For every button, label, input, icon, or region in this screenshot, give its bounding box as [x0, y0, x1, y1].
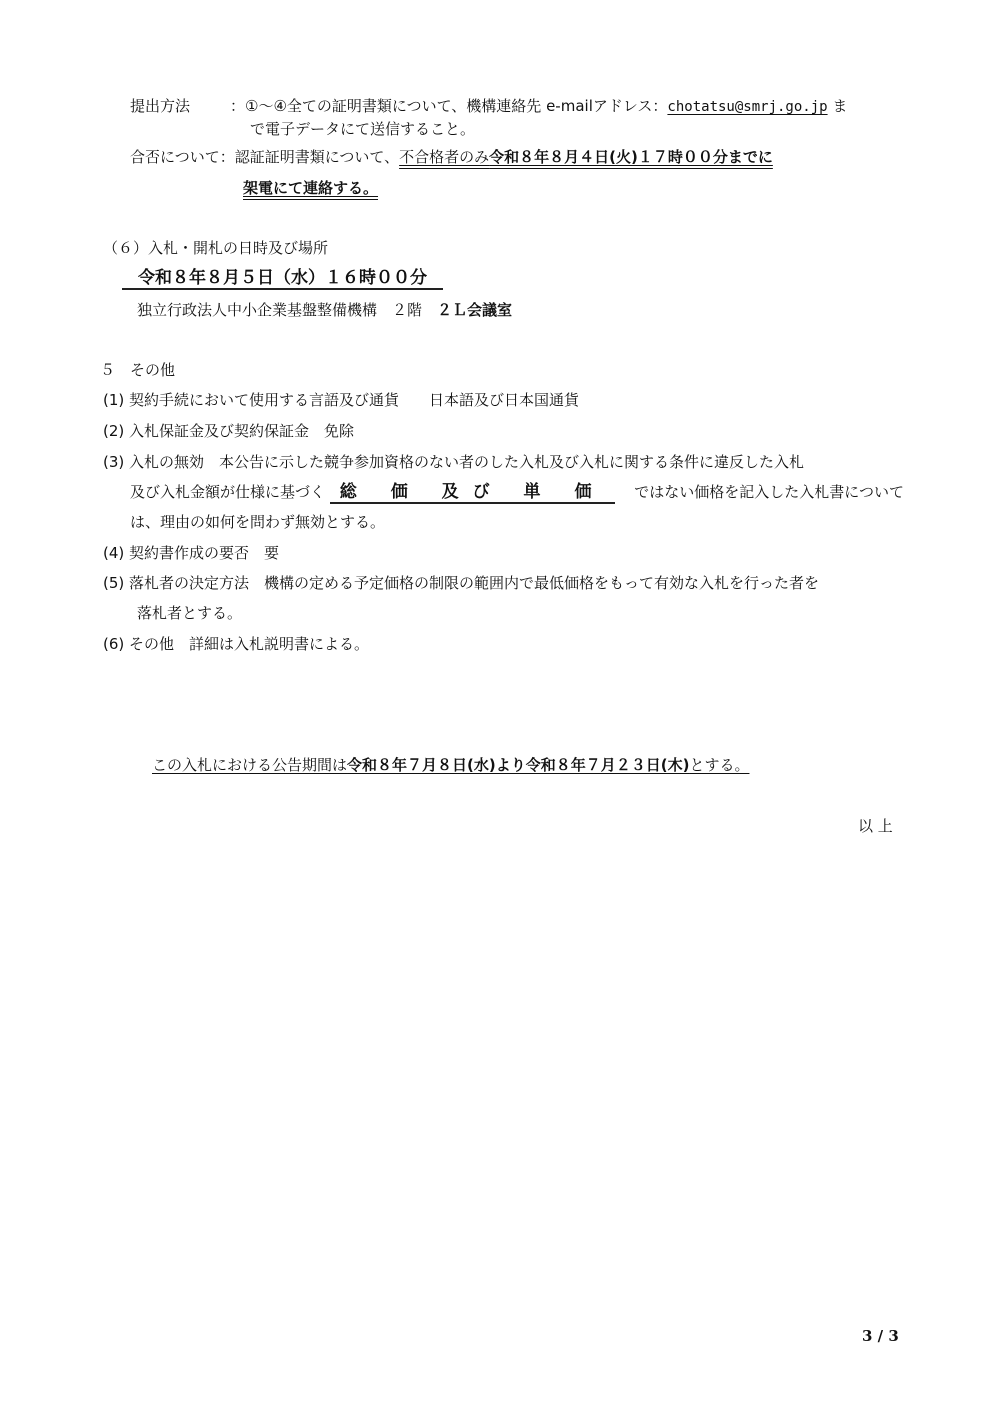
- notice-period: [152, 755, 749, 775]
- other-item-3-pre: 及び入札金額が仕様に基づく: [130, 483, 326, 501]
- notice-period-post: とする。: [689, 756, 750, 774]
- other-item-6: (6) その他 詳細は入札説明書による。: [103, 635, 370, 653]
- other-item-3-line1: (3) 入札の無効 本公告に示した競争参加資格のない者のした入札及び入札に関する条件に違反した入札: [103, 453, 805, 471]
- other-item-5-line2: 落札者とする。: [137, 604, 243, 622]
- submission-line2: で電子データにて送信すること。: [250, 120, 476, 138]
- result-deadline: 令和８年８月４日(火)１７時００分までに: [489, 148, 773, 166]
- other-item-4: (4) 契約書作成の要否 要: [103, 544, 280, 562]
- result-colon: ：: [219, 148, 235, 166]
- notice-period-pre: この入札における公告期間は: [152, 756, 348, 774]
- closing-mark: 以 上: [858, 817, 893, 835]
- result-text: 認証証明書類について、: [234, 148, 400, 166]
- submission-colon: ：: [230, 97, 246, 115]
- bid-opening-place: 独立行政法人中小企業基盤整備機構 ２階: [137, 301, 438, 319]
- other-item-1: (1) 契約手続において使用する言語及び通貨 日本語及び日本国通貨: [103, 391, 580, 409]
- price-type-emphasis: 総 価 及び 単 価: [330, 482, 616, 504]
- notice-period-dates: 令和８年７月８日(水)より令和８年７月２３日(木): [347, 756, 690, 774]
- bid-opening-heading: （６）入札・開札の日時及び場所: [103, 239, 329, 257]
- result-label: 合否について: [130, 148, 220, 166]
- result-failed-only: 不合格者のみ: [399, 148, 490, 166]
- page-number: 3 / 3: [862, 1327, 899, 1345]
- submission-label: 提出方法: [130, 97, 191, 115]
- other-heading: ５ その他: [100, 361, 176, 379]
- other-item-5-line1: (5) 落札者の決定方法 機構の定める予定価格の制限の範囲内で最低価格をもって有効な入札を行った者を: [103, 574, 820, 592]
- bid-opening-room: ２Ｌ会議室: [437, 301, 513, 319]
- other-item-3-line3: は、理由の如何を問わず無効とする。: [130, 513, 386, 531]
- submission-text: ①～④全ての証明書類について、機構連絡先 e-mailアドレス：: [245, 97, 668, 115]
- result-line2: 架電にて連絡する。: [243, 179, 379, 197]
- submission-tail: ま: [827, 97, 848, 115]
- other-item-3-post: ではない価格を記入した入札書について: [634, 483, 904, 501]
- bid-opening-datetime: 令和８年８月５日（水）１６時００分: [122, 268, 443, 290]
- other-item-2: (2) 入札保証金及び契約保証金 免除: [103, 422, 355, 440]
- email-link[interactable]: chotatsu@smrj.go.jp: [667, 99, 828, 115]
